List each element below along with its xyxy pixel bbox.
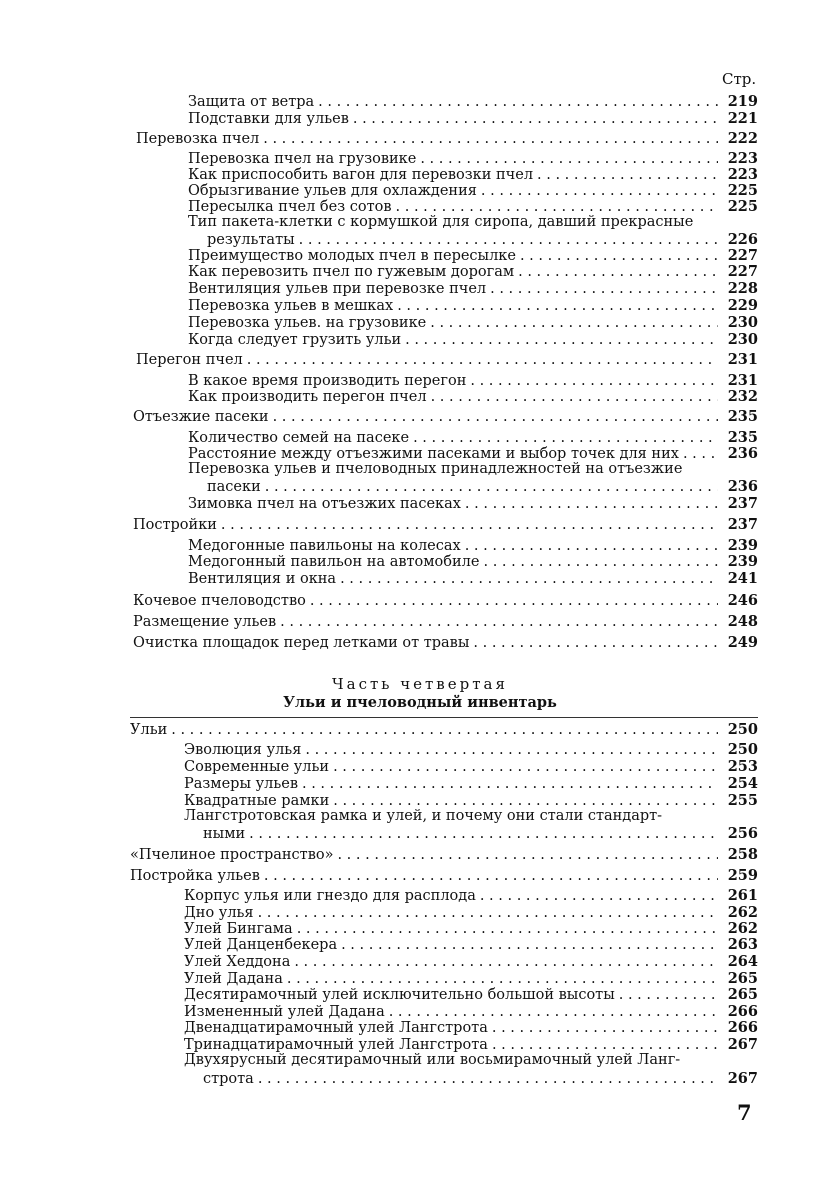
page-column-header: Стр. — [722, 70, 757, 88]
toc-entry: Улей Данценбекера . . . 263 — [184, 936, 758, 954]
toc-entry-line1: Двухярусный десятирамочный или восьмирамочный улей Ланг- — [184, 1052, 681, 1068]
toc-heading: Перегон пчел . . . 231 — [136, 351, 758, 369]
toc-heading: «Пчелиное пространство» . . . 258 — [130, 846, 758, 864]
toc-entry: Зимовка пчел на отъезжих пасеках . . . 237 — [188, 495, 758, 513]
toc-entry: Когда следует грузить ульи . . . 230 — [188, 331, 758, 349]
toc-entry: строта . . . 267 — [203, 1070, 758, 1088]
toc-entry: Вентиляция ульев при перевозке пчел . . . 228 — [188, 280, 758, 298]
toc-entry: ными . . . 256 — [203, 825, 758, 843]
toc-entry: Дно улья . . . 262 — [184, 904, 758, 922]
toc-entry-line1: Лангстротовская рамка и улей, и почему они стали стандарт- — [184, 808, 663, 824]
toc-entry: Десятирамочный улей исключительно большой высоты . . . 265 — [184, 986, 758, 1004]
toc-entry: Расстояние между отъезжими пасеками и выбор точек для них . . . 236 — [188, 445, 758, 463]
toc-entry-line1: Перевозка ульев и пчеловодных принадлежностей на отъезжие — [188, 461, 683, 477]
part-title: Ульи и пчеловодный инвентарь — [283, 694, 557, 711]
toc-heading: Постройка ульев . . . 259 — [130, 867, 758, 885]
toc-heading: Ульи . . . 250 — [130, 721, 758, 739]
toc-entry: Подставки для ульев . . . 221 — [188, 110, 758, 128]
toc-entry: Обрызгивание ульев для охлаждения . . . 225 — [188, 182, 758, 200]
toc-entry: Вентиляция и окна . . . 241 — [188, 570, 758, 588]
toc-entry: Количество семей на пасеке . . . 235 — [188, 429, 758, 447]
toc-heading: Кочевое пчеловодство . . . 246 — [133, 592, 758, 610]
toc-entry: Как производить перегон пчел . . . 232 — [188, 388, 758, 406]
toc-entry: Перевозка ульев. на грузовике . . . 230 — [188, 314, 758, 332]
toc-entry: Двенадцатирамочный улей Лангстрота . . . 266 — [184, 1019, 758, 1037]
toc-entry: Корпус улья или гнездо для расплода . . . 261 — [184, 887, 758, 905]
toc-heading: Отъезжие пасеки . . . 235 — [133, 408, 758, 426]
toc-entry: результаты . . . 226 — [207, 231, 758, 249]
toc-entry: Тринадцатирамочный улей Лангстрота . . . 267 — [184, 1036, 758, 1054]
toc-entry: Перевозка пчел на грузовике . . . 223 — [188, 150, 758, 168]
divider — [130, 717, 758, 718]
toc-entry: Перевозка ульев в мешках . . . 229 — [188, 297, 758, 315]
toc-entry: Пересылка пчел без сотов . . . 225 — [188, 198, 758, 216]
part-label: Часть четвертая — [332, 675, 508, 693]
toc-heading: Размещение ульев . . . 248 — [133, 613, 758, 631]
toc-entry: Защита от ветра . . . 219 — [188, 93, 758, 111]
toc-entry: Как приспособить вагон для перевозки пчел . . . 223 — [188, 166, 758, 184]
toc-entry: Преимущество молодых пчел в пересылке . . . 227 — [188, 247, 758, 265]
toc-entry: Улей Бингама . . . 262 — [184, 920, 758, 938]
toc-entry: Размеры ульев . . . 254 — [184, 775, 758, 793]
toc-entry: Квадратные рамки . . . 255 — [184, 792, 758, 810]
toc-entry: Эволюция улья . . . 250 — [184, 741, 758, 759]
toc-entry: Медогонные павильоны на колесах . . . 239 — [188, 537, 758, 555]
toc-entry-line1: Тип пакета-клетки с кормушкой для сиропа, давший прекрасные — [188, 214, 694, 230]
toc-entry: Современные ульи . . . 253 — [184, 758, 758, 776]
toc-entry: Измененный улей Дадана . . . 266 — [184, 1003, 758, 1021]
toc-entry: Улей Хеддона . . . 264 — [184, 953, 758, 971]
toc-entry: Как перевозить пчел по гужевым дорогам . . . 227 — [188, 263, 758, 281]
toc-heading: Перевозка пчел . . . 222 — [136, 130, 758, 148]
toc-heading: Очистка площадок перед летками от травы . . . 249 — [133, 634, 758, 652]
toc-entry: В какое время производить перегон . . . 231 — [188, 372, 758, 390]
page-number: 7 — [737, 1100, 752, 1125]
toc-entry: пасеки . . . 236 — [207, 478, 758, 496]
toc-heading: Постройки . . . 237 — [133, 516, 758, 534]
toc-entry: Улей Дадана . . . 265 — [184, 970, 758, 988]
toc-entry: Медогонный павильон на автомобиле . . . 239 — [188, 553, 758, 571]
